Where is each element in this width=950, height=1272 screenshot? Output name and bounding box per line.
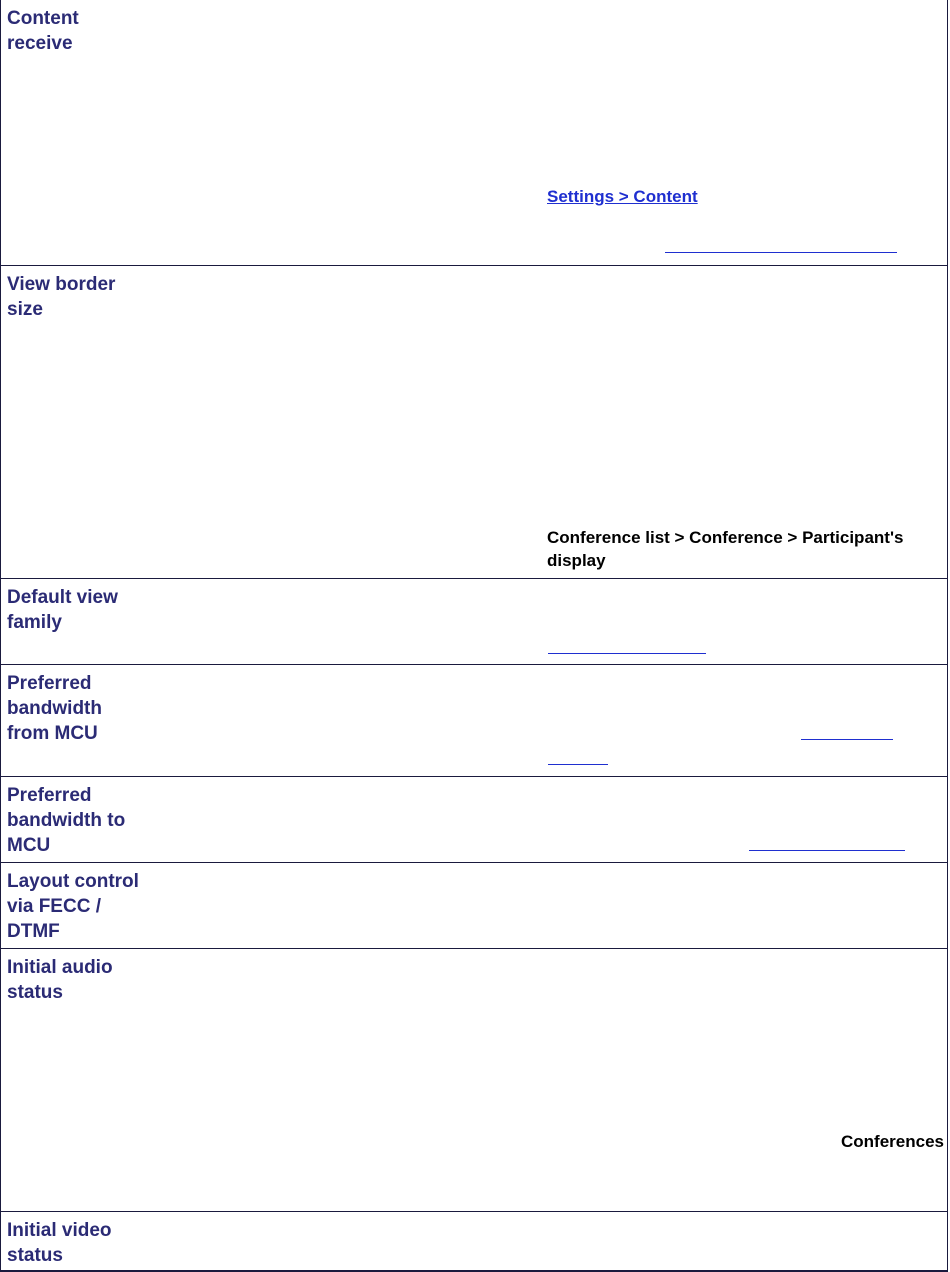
table-row-preferred-bandwidth-from-mcu — [0, 664, 948, 776]
link-underline[interactable] — [801, 739, 893, 740]
row-label: View border size — [7, 274, 116, 320]
settings-content-link[interactable]: Settings > Content — [547, 187, 698, 206]
link-underline[interactable] — [749, 850, 905, 851]
link-underline[interactable] — [665, 252, 897, 253]
row-label: Content receive — [7, 8, 79, 54]
table-row-initial-audio-status — [0, 948, 948, 1211]
row-label: Initial video status — [7, 1220, 112, 1266]
row-label: Layout control via FECC / DTMF — [7, 871, 139, 942]
menu-path-text: Conference list > Conference > Participant's display — [547, 528, 904, 570]
table-row-content-receive — [0, 0, 948, 265]
row-label: Preferred bandwidth to MCU — [7, 785, 126, 856]
table-row-default-view-family — [0, 578, 948, 664]
link-underline[interactable] — [548, 764, 608, 765]
row-label: Preferred bandwidth from MCU — [7, 673, 102, 744]
table-row-preferred-bandwidth-to-mcu — [0, 776, 948, 862]
row-label: Initial audio status — [7, 957, 113, 1003]
table-row-view-border-size — [0, 265, 948, 578]
table-row-initial-video-status — [0, 1211, 948, 1272]
row-label: Default view family — [7, 587, 118, 633]
link-underline[interactable] — [548, 653, 706, 654]
menu-text: Conferences — [841, 1132, 944, 1151]
table-row-layout-control — [0, 862, 948, 948]
